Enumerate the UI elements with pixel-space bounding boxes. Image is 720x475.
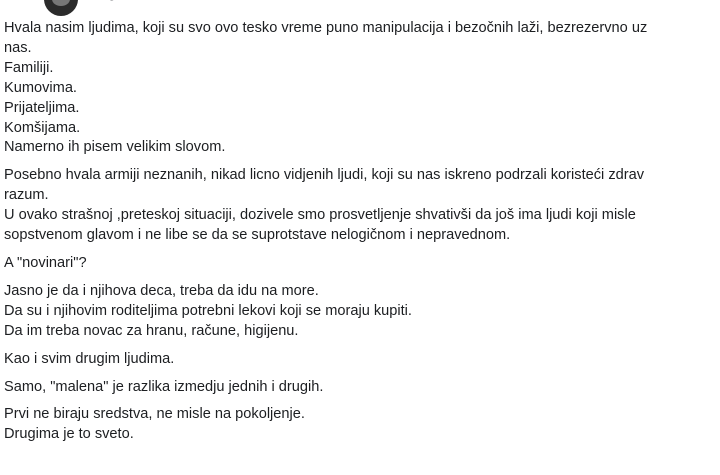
post-paragraph [4, 282, 716, 342]
post-text-line: Familiji. [4, 59, 54, 76]
post-text-line: Da su i njihovim roditeljima potrebni lekovi koji se moraju kupiti. [4, 302, 412, 319]
post-text-line: Komšijama. [4, 119, 81, 136]
post-text-line: Samo, "malena" je razlika izmedju jednih i drugih. [4, 378, 324, 395]
post-text-line: Drugima je to sveto. [4, 426, 134, 443]
post-text-line: U ovako strašnoj ,preteskoj situaciji, dozivele smo prosvetljenje shvativši da još ima ljudi koji misle [4, 207, 636, 224]
post-text-line: Posebno hvala armiji neznanih, nikad licno vidjenih ljudi, koji su nas iskreno podrzali koristeći zdrav [4, 167, 645, 184]
post-text-line: sopstvenom glavom i ne libe se da se suprotstave nelogičnom i nepravednom. [4, 227, 511, 244]
post-text-line: nas. [4, 39, 32, 56]
post-paragraph [4, 350, 716, 370]
post-timestamp[interactable] [94, 0, 231, 1]
post-text-line: Hvala nasim ljudima, koji su svo ovo tesko vreme puno manipulacija i bezočnih laži, bezrezervno uz [4, 20, 648, 36]
post-body [4, 19, 716, 445]
post-text-line: Jasno je da i njihova deca, treba da idu na more. [4, 282, 319, 299]
post-paragraph [4, 378, 716, 398]
author-avatar[interactable] [44, 0, 78, 16]
post-text-line: Kao i svim drugim ljudima. [4, 350, 175, 367]
post-paragraph [4, 166, 716, 246]
post-text-line: Prijateljima. [4, 99, 80, 116]
post-header [0, 0, 720, 10]
timestamp-text[interactable] [94, 0, 217, 1]
post-text-line: Da im treba novac za hranu, račune, higijenu. [4, 322, 299, 339]
post-paragraph [4, 405, 716, 445]
post-paragraph [4, 254, 716, 274]
post-text-line: A "novinari"? [4, 254, 87, 271]
post-text-line: Prvi ne biraju sredstva, ne misle na pokoljenje. [4, 406, 305, 423]
post-paragraph [4, 19, 716, 158]
post-text-line: Namerno ih pisem velikim slovom. [4, 139, 226, 156]
post-text-line: Kumovima. [4, 79, 77, 96]
post-text-line: razum. [4, 187, 49, 204]
